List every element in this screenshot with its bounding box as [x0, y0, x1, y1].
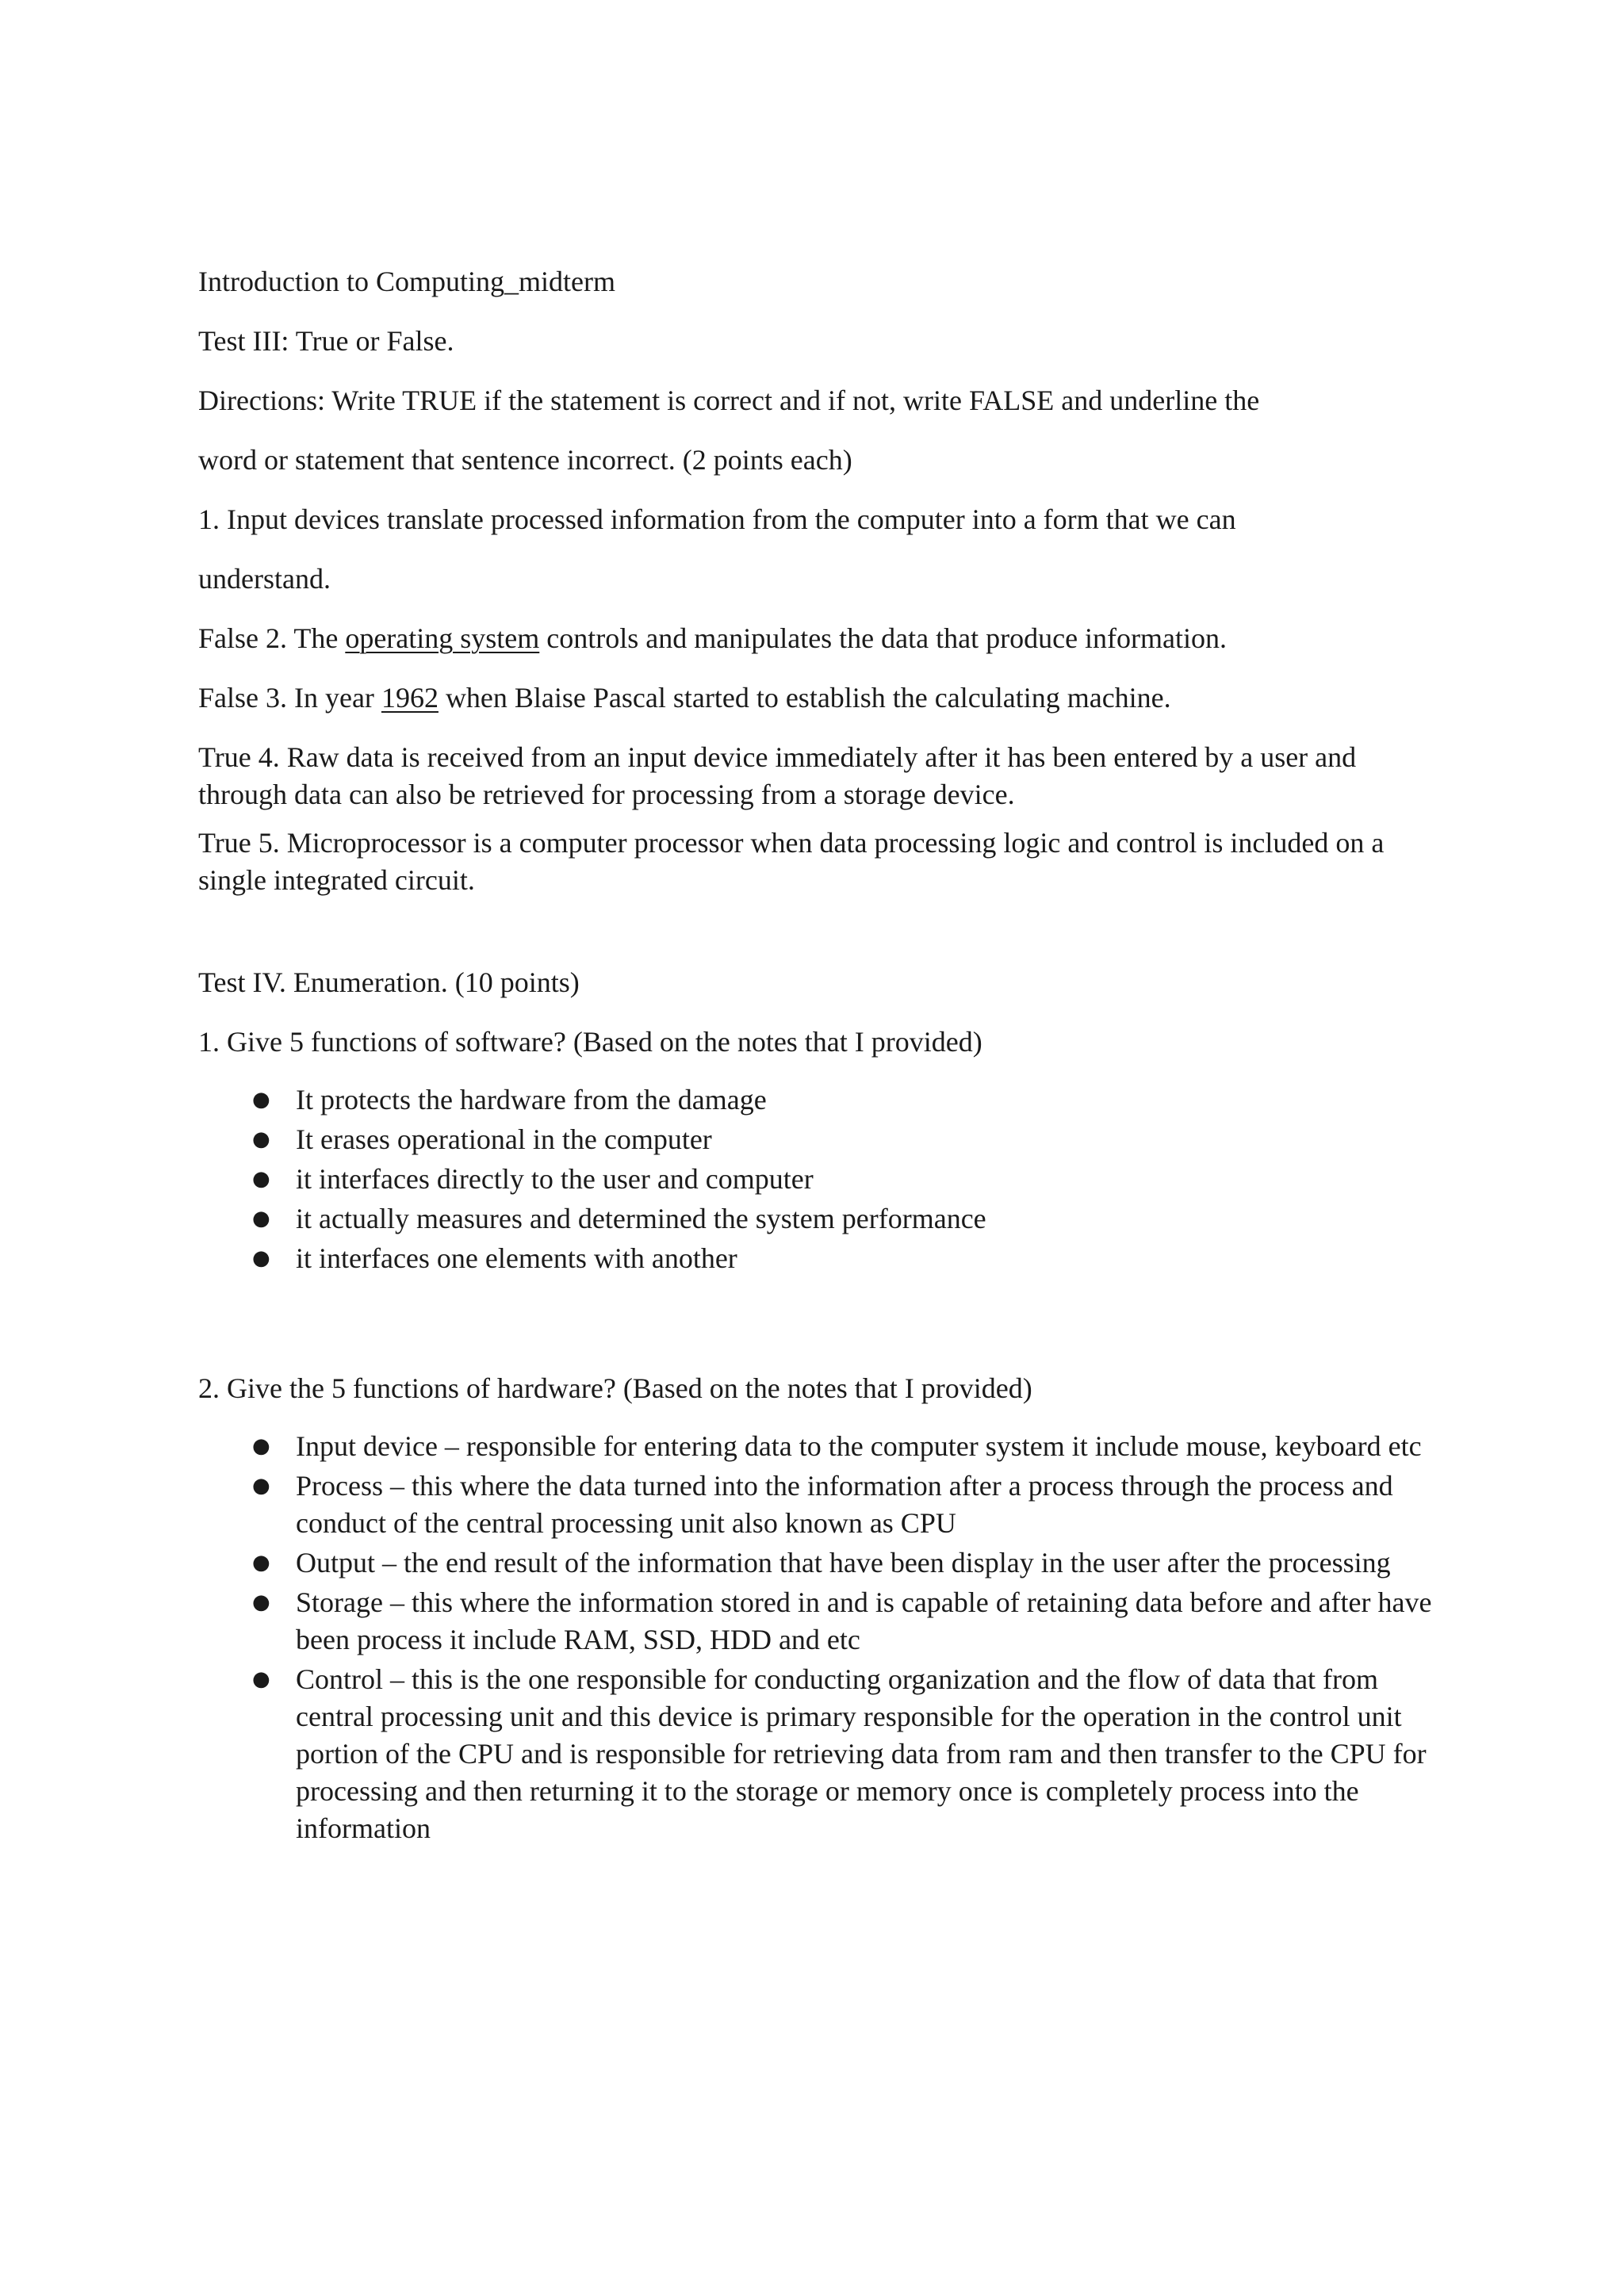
- test4-question-2: 2. Give the 5 functions of hardware? (Based on the notes that I provided): [198, 1372, 1032, 1404]
- bullet-icon: ●: [252, 1667, 270, 1691]
- list-item-text: It protects the hardware from the damage: [296, 1084, 767, 1115]
- test3-question-1-line1: 1. Input devices translate processed information from the computer into a form that we can: [198, 503, 1236, 535]
- test3-question-1-line2: understand.: [198, 563, 331, 595]
- bullet-icon: ●: [252, 1434, 270, 1458]
- list-item: [252, 1121, 1435, 1158]
- list-item: [252, 1428, 1435, 1465]
- test3-question-4: True 4. Raw data is received from an input device immediately after it has been entered by a user and through data can also be retrieved for processing from a storage device.: [198, 741, 1357, 810]
- list-item-text: it interfaces one elements with another: [296, 1242, 737, 1274]
- q3-underlined-answer: 1962: [381, 682, 439, 714]
- list-item-text: Output – the end result of the information that have been display in the user after the processing: [296, 1547, 1391, 1578]
- test3-question-5: True 5. Microprocessor is a computer processor when data processing logic and control is included on a single integrated circuit.: [198, 827, 1385, 896]
- list-item: [252, 1240, 1435, 1277]
- hardware-functions-list: [198, 1428, 1435, 1847]
- q2-suffix: controls and manipulates the data that produce information.: [539, 622, 1228, 654]
- bullet-icon: ●: [252, 1167, 270, 1191]
- section-spacer: [198, 899, 1435, 953]
- test3-question-3: [198, 668, 1435, 728]
- list-item-text: Input device – responsible for entering data to the computer system it include mouse, keyboard etc: [296, 1430, 1422, 1462]
- test3-question-2: [198, 609, 1435, 668]
- bullet-icon: ●: [252, 1474, 270, 1498]
- bullet-icon: ●: [252, 1088, 270, 1112]
- list-item: [252, 1661, 1435, 1847]
- test4-question-1: 1. Give 5 functions of software? (Based on the notes that I provided): [198, 1026, 982, 1058]
- bullet-icon: ●: [252, 1551, 270, 1575]
- q3-prefix: False 3. In year: [198, 682, 381, 714]
- document-title: Introduction to Computing_midterm: [198, 266, 615, 297]
- list-item: [252, 1544, 1435, 1582]
- document-page: [198, 252, 1435, 1850]
- list-item-text: It erases operational in the computer: [296, 1123, 712, 1155]
- list-item-text: it actually measures and determined the system performance: [296, 1203, 986, 1234]
- bullet-icon: ●: [252, 1207, 270, 1230]
- test3-directions-line2: word or statement that sentence incorrect. (2 points each): [198, 444, 852, 476]
- q2-underlined-answer: operating system: [345, 622, 540, 654]
- list-item-text: Control – this is the one responsible for conducting organization and the flow of data that from central processing unit and this device is primary responsible for the operation in the control unit portion of the CPU and is responsible for retrieving data from ram and then transfer to the CPU for processing and then returning it to the storage or memory once is completely process into the information: [296, 1663, 1427, 1844]
- list-item: [252, 1161, 1435, 1198]
- list-item: [252, 1081, 1435, 1119]
- bullet-icon: ●: [252, 1590, 270, 1614]
- list-item: [252, 1468, 1435, 1542]
- section-spacer: [198, 1280, 1435, 1359]
- test3-directions-line1: Directions: Write TRUE if the statement is correct and if not, write FALSE and underline the: [198, 385, 1260, 416]
- test3-heading: Test III: True or False.: [198, 325, 454, 357]
- bullet-icon: ●: [252, 1246, 270, 1270]
- list-item-text: it interfaces directly to the user and computer: [296, 1163, 814, 1195]
- list-item: [252, 1584, 1435, 1659]
- q3-suffix: when Blaise Pascal started to establish the calculating machine.: [438, 682, 1171, 714]
- bullet-icon: ●: [252, 1127, 270, 1151]
- list-item-text: Process – this where the data turned into the information after a process through the process and conduct of the central processing unit also known as CPU: [296, 1470, 1393, 1539]
- test4-heading: Test IV. Enumeration. (10 points): [198, 966, 580, 998]
- q2-prefix: False 2. The: [198, 622, 346, 654]
- list-item: [252, 1200, 1435, 1238]
- list-item-text: Storage – this where the information stored in and is capable of retaining data before and after have been process it include RAM, SSD, HDD and etc: [296, 1586, 1432, 1655]
- software-functions-list: [198, 1081, 1435, 1277]
